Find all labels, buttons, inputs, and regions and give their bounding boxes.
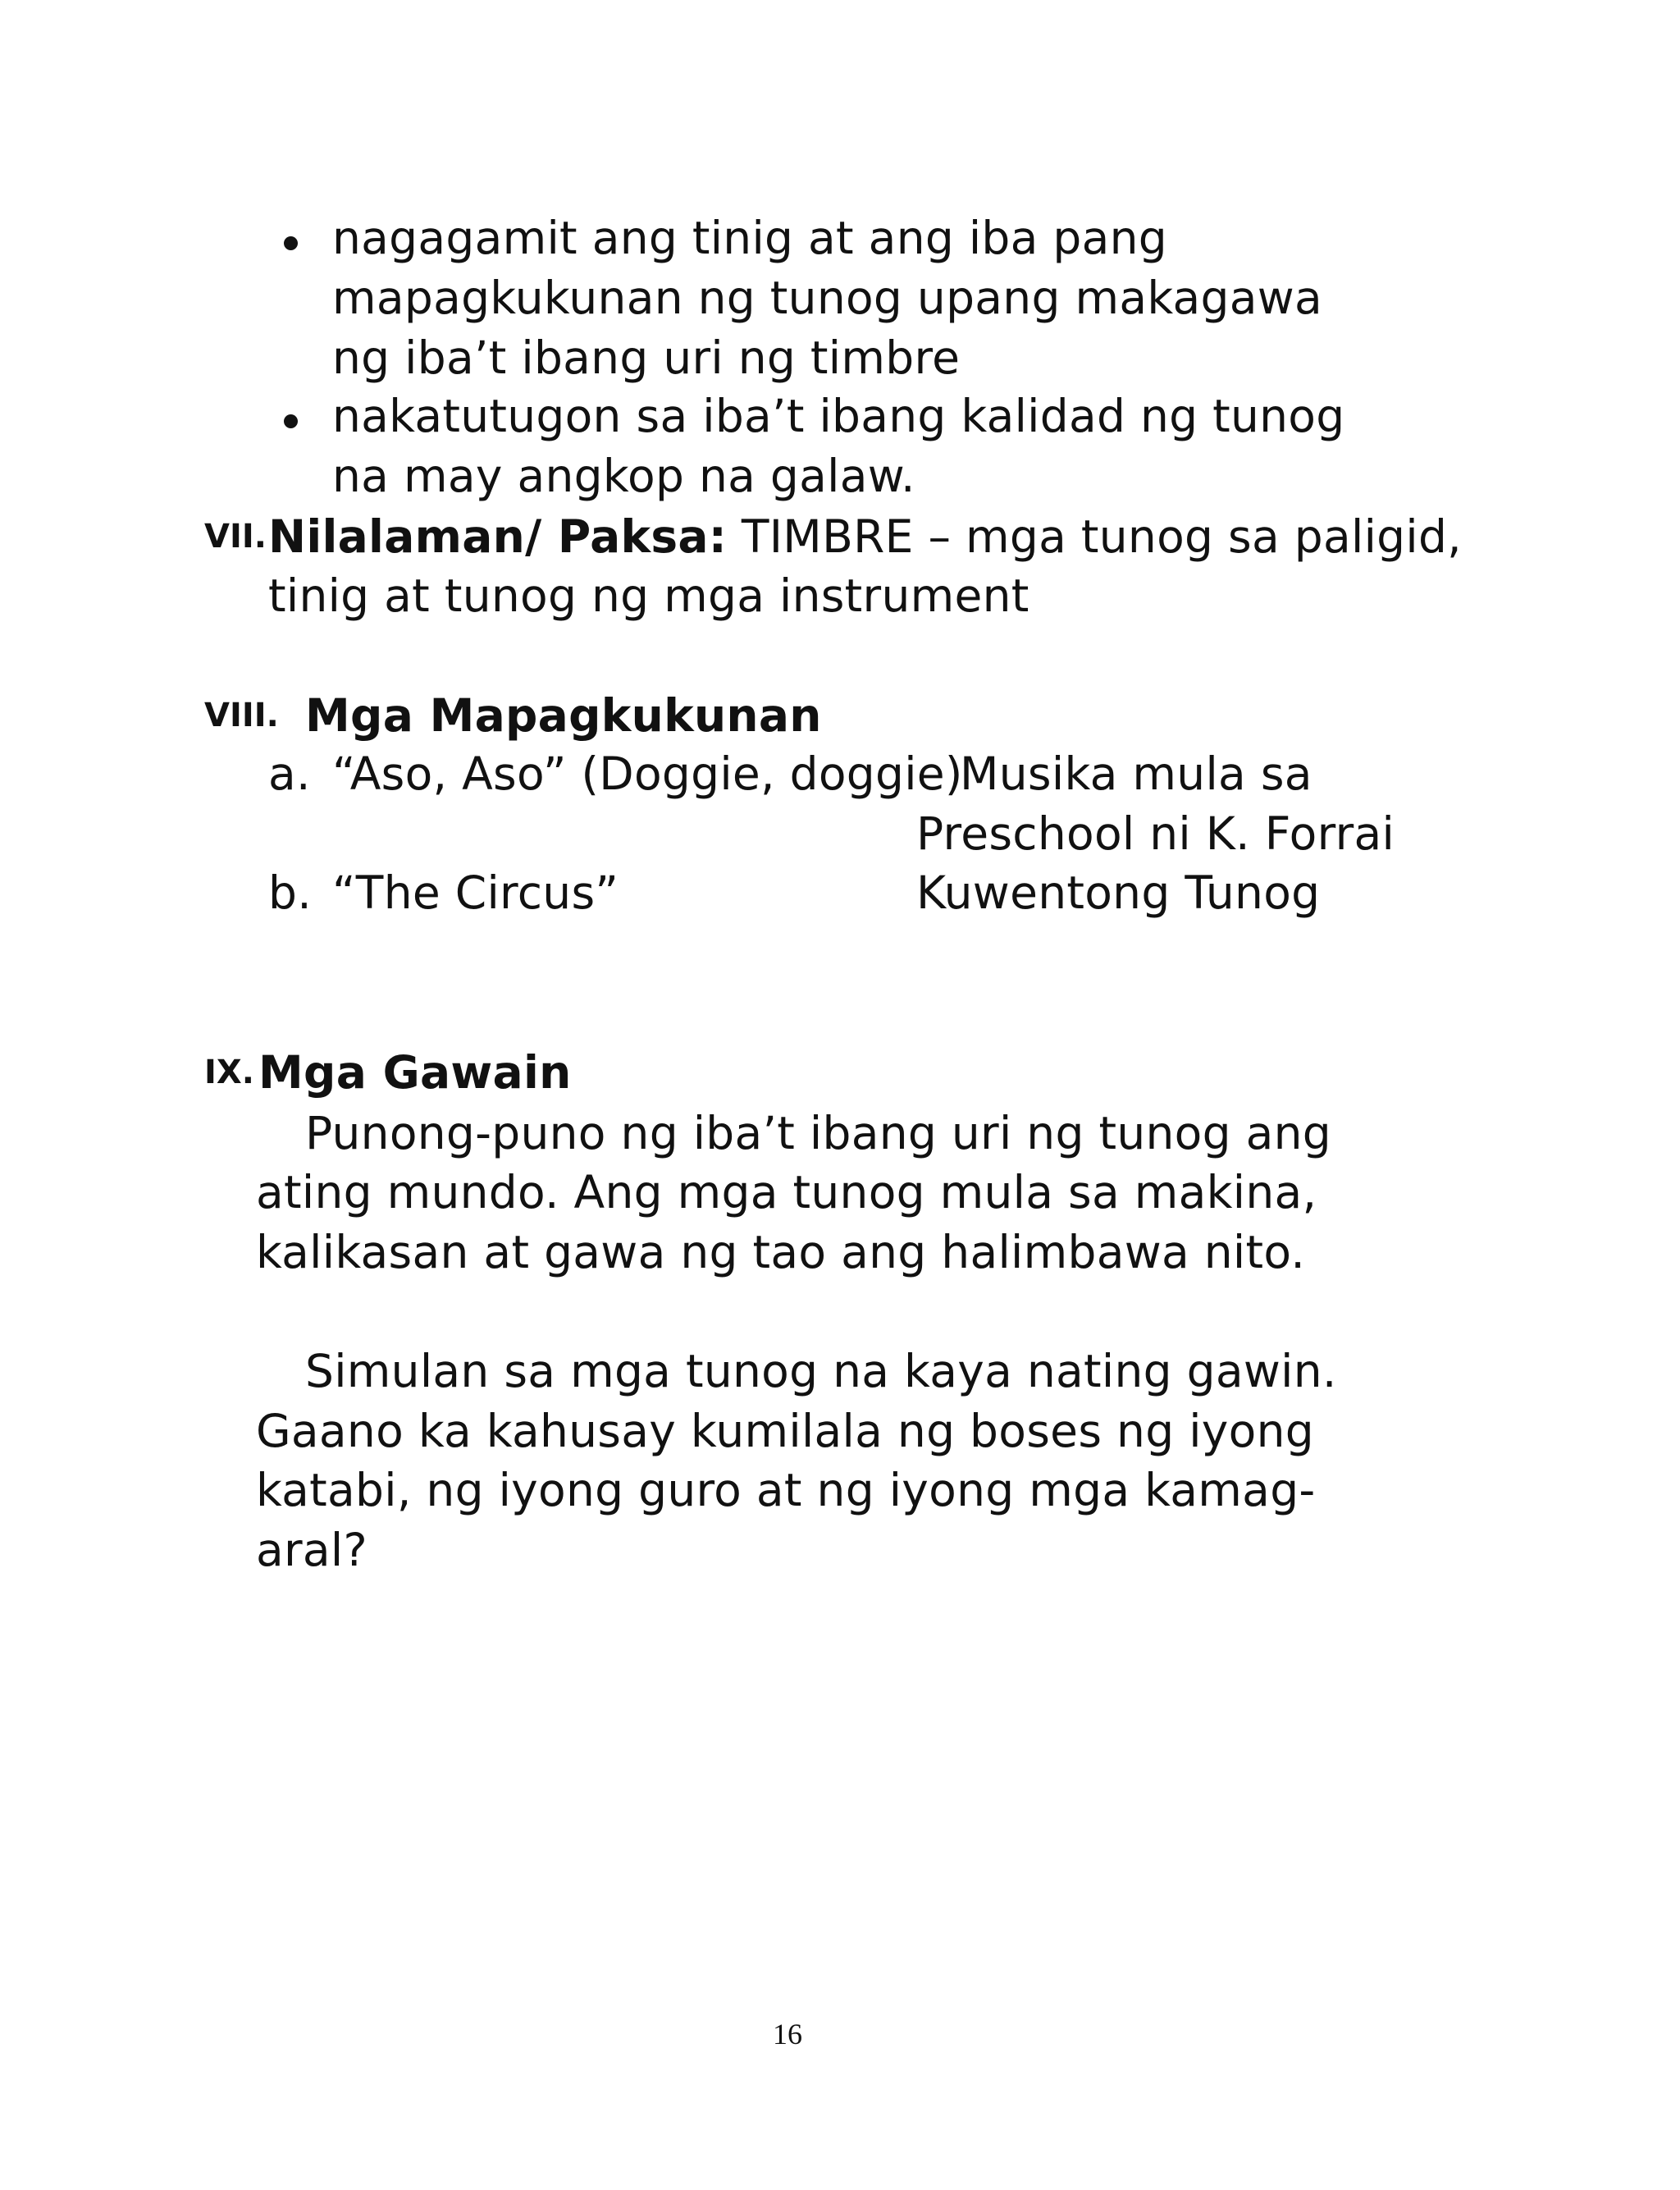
section-7-text: tinig at tunog ng mga instrument (268, 569, 1029, 622)
section-9-heading: Mga Gawain (258, 1046, 572, 1099)
paragraph-line: katabi, ng iyong guro at ng iyong mga kamag- (256, 1464, 1316, 1516)
resource-source: Kuwentong Tunog (916, 866, 1321, 919)
paragraph-line: Punong-puno ng iba’t ibang uri ng tunog ang (305, 1107, 1331, 1159)
paragraph-line: aral? (256, 1524, 368, 1576)
section-7-text: TIMBRE – mga tunog sa paligid, (727, 510, 1462, 563)
page-number: 16 (773, 2018, 802, 2051)
paragraph-line: ating mundo. Ang mga tunog mula sa makina, (256, 1166, 1317, 1218)
objective-line: nakatutugon sa iba’t ibang kalidad ng tunog (332, 390, 1345, 442)
section-numeral: VII. (204, 518, 267, 556)
list-marker: b. (268, 866, 312, 919)
resource-source: Musika mula sa (960, 748, 1312, 800)
section-numeral: IX. (204, 1054, 254, 1091)
section-7-line (268, 507, 1462, 566)
resource-title: “The Circus” (332, 866, 619, 919)
list-marker: a. (268, 748, 311, 800)
resource-title: “Aso, Aso” (Doggie, doggie) (332, 748, 963, 800)
resource-source: Preschool ni K. Forrai (916, 807, 1395, 860)
objective-line: mapagkukunan ng tunog upang makagawa (332, 272, 1323, 324)
section-numeral: VIII. (204, 697, 279, 734)
objective-line: nagagamit ang tinig at ang iba pang (332, 212, 1168, 264)
bullet-dot (284, 236, 298, 250)
paragraph-line: Simulan sa mga tunog na kaya nating gawin. (305, 1345, 1337, 1397)
objective-line: ng iba’t ibang uri ng timbre (332, 331, 961, 384)
section-7-label: Nilalaman/ Paksa: (268, 510, 728, 563)
paragraph-line: Gaano ka kahusay kumilala ng boses ng iyong (256, 1405, 1314, 1457)
section-8-heading: Mga Mapagkukunan (305, 689, 822, 742)
bullet-dot (284, 414, 298, 428)
paragraph-line: kalikasan at gawa ng tao ang halimbawa nito. (256, 1226, 1306, 1278)
objective-line: na may angkop na galaw. (332, 450, 915, 502)
